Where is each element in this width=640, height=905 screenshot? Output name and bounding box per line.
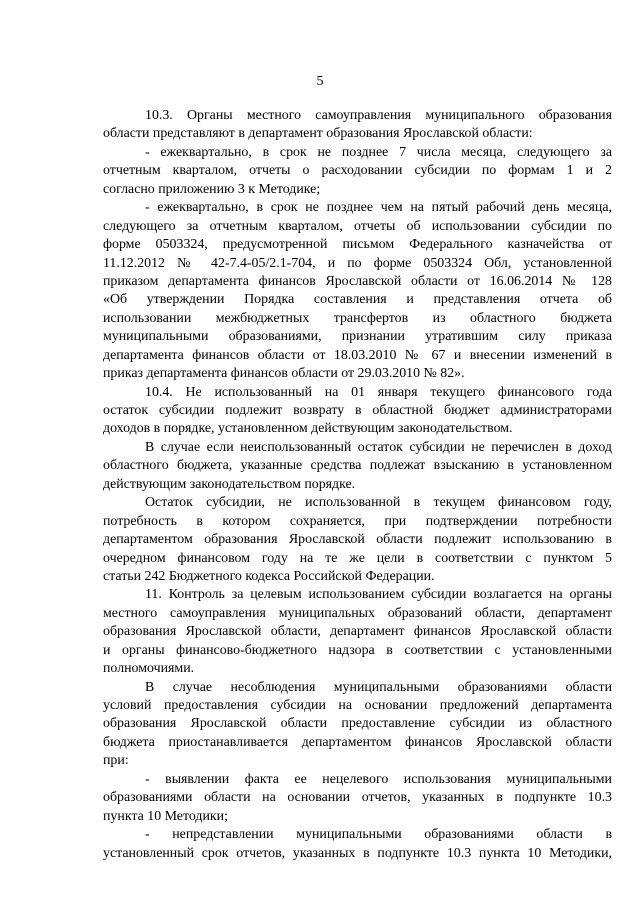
text-line: и органы финансово-бюджетного надзора в соответствии с установленными <box>103 642 612 658</box>
text-line: В случае несоблюдения муниципальными образованиями области <box>145 679 612 695</box>
text-line: местного самоуправления муниципальных образований области, департамент <box>103 605 612 621</box>
text-line: использовании межбюджетных трансфертов из областного бюджета <box>103 310 612 326</box>
text-line: департаментом образования Ярославской области подлежит использованию в <box>103 532 612 548</box>
text-line: приказом департамента финансов Ярославской области от 16.06.2014 № 128 <box>103 273 612 289</box>
text-line: Остаток субсидии, не использованной в текущем финансовом году, <box>145 495 612 511</box>
text-line: - непредставлении муниципальными образованиями области в <box>145 827 612 843</box>
text-line: пункта 10 Методики; <box>103 808 228 824</box>
text-line: области представляют в департамент образования Ярославской области: <box>103 126 533 142</box>
text-line: установленный срок отчетов, указанных в подпункте 10.3 пункта 10 Методики, <box>103 845 612 861</box>
text-line: образованиями области на основании отчетов, указанных в подпункте 10.3 <box>103 790 612 806</box>
text-line: доходов в порядке, установленном действующим законодательством. <box>103 421 513 437</box>
text-line: согласно приложению 3 к Методике; <box>103 181 321 197</box>
text-line: бюджета приостанавливается департаментом финансов Ярославской области <box>103 734 612 750</box>
text-line: следующего за отчетным кварталом, отчеты об использовании субсидии по <box>103 218 612 234</box>
text-line: В случае если неиспользованный остаток субсидии не перечислен в доход <box>145 439 612 455</box>
text-line: полномочиями. <box>103 661 195 677</box>
text-line: департамента финансов области от 18.03.2010 № 67 и внесении изменений в <box>103 347 612 363</box>
text-line: потребность в котором сохраняется, при подтверждении потребности <box>103 513 612 529</box>
page-number: 5 <box>316 74 324 89</box>
text-line: статьи 242 Бюджетного кодекса Российской Федерации. <box>103 568 435 584</box>
text-line: 11. Контроль за целевым использованием субсидии возлагается на органы <box>145 587 612 603</box>
text-line: областного бюджета, указанные средства подлежат взысканию в установленном <box>103 458 612 474</box>
text-line: «Об утверждении Порядка составления и представления отчета об <box>103 292 612 308</box>
text-line: действующим законодательством порядке. <box>103 476 356 492</box>
text-line: образования Ярославской области предоставление субсидии из областного <box>103 716 612 732</box>
text-line: - выявлении факта ее нецелевого использования муниципальными <box>145 771 612 787</box>
text-line: 10.4. Не использованный на 01 января текущего финансового года <box>145 384 612 400</box>
text-line: очередном финансовом году на те же цели в соответствии с пунктом 5 <box>103 550 612 566</box>
text-line: остаток субсидии подлежит возврату в областной бюджет администраторами <box>103 403 612 418</box>
text-line: муниципальными образованиями, признании утратившим силу приказа <box>103 329 612 345</box>
text-line: условий предоставления субсидии на основании предложений департамента <box>103 698 612 713</box>
text-line: форме 0503324, предусмотренной письмом Федерального казначейства от <box>103 237 612 253</box>
text-line: 10.3. Органы местного самоуправления муниципального образования <box>145 108 612 123</box>
text-line: приказ департамента финансов области от 29.03.2010 № 82». <box>103 366 465 382</box>
text-line: - ежеквартально, в срок не позднее 7 числа месяца, следующего за <box>145 144 612 160</box>
text-line: образования Ярославской области, департамент финансов Ярославской области <box>103 624 612 640</box>
document-body <box>103 107 612 863</box>
text-line: - ежеквартально, в срок не позднее чем на пятый рабочий день месяца, <box>145 200 612 216</box>
text-line: 11.12.2012 № 42-7.4-05/2.1-704, и по форме 0503324 Обл, установленной <box>103 255 612 271</box>
text-line: отчетным кварталом, отчеты о расходовании субсидии по формам 1 и 2 <box>103 163 612 179</box>
text-line: при: <box>103 753 129 769</box>
